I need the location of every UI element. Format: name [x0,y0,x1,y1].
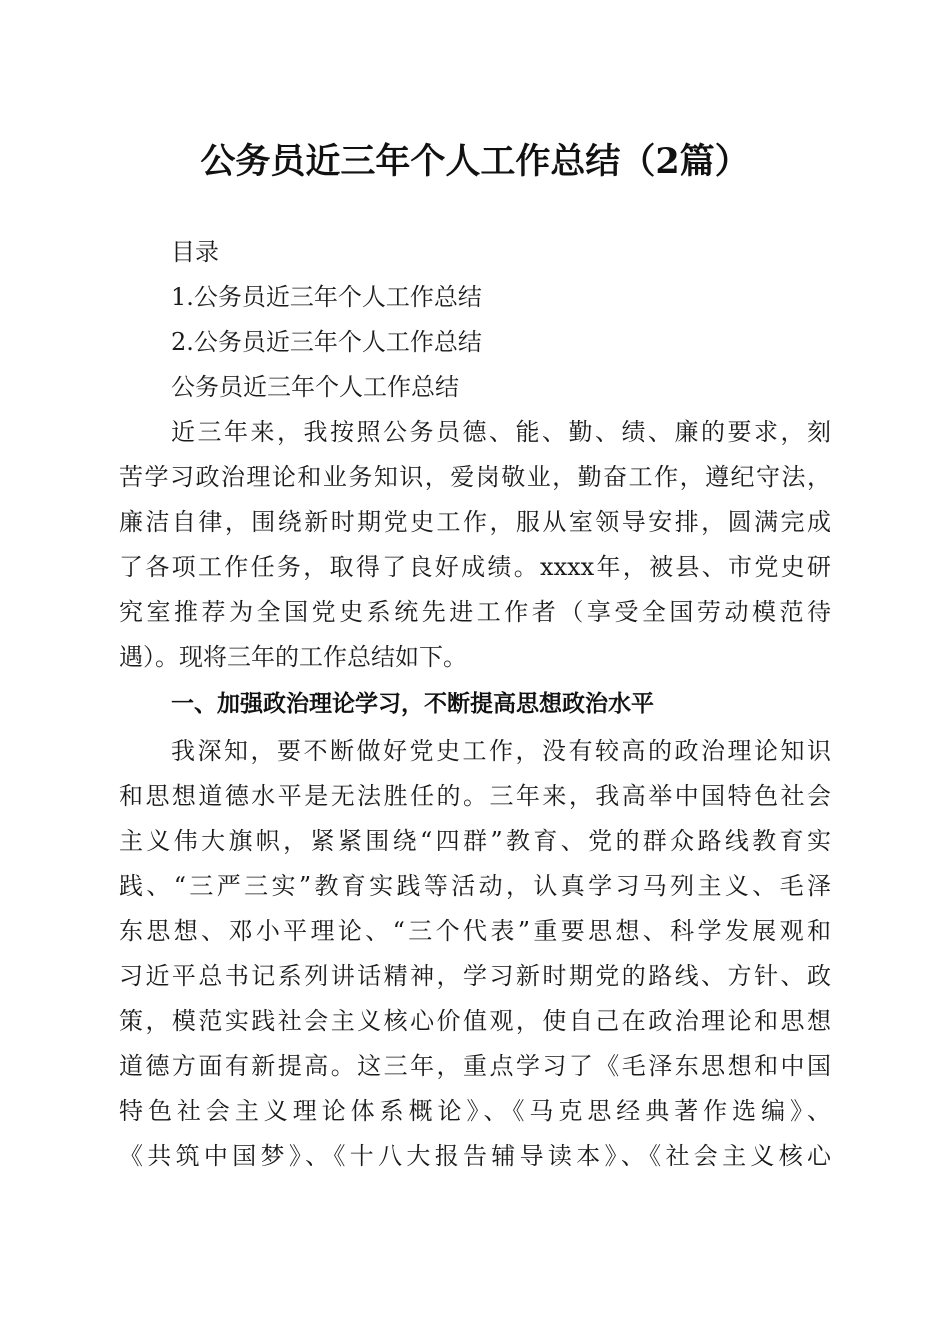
paragraph-line: 和思想道德水平是无法胜任的。三年来，我高举中国特色社会 [119,782,831,810]
paragraph-line: 策，模范实践社会主义核心价值观，使自己在政治理论和思想 [119,1007,831,1035]
paragraph-line: 究室推荐为全国党史系统先进工作者（享受全国劳动模范待 [119,598,831,626]
paragraph-line: 我深知，要不断做好党史工作，没有较高的政治理论知识 [171,737,831,765]
paragraph-line: 东思想、邓小平理论、“三个代表”重要思想、科学发展观和 [119,917,831,945]
paragraph-line: 了各项工作任务，取得了良好成绩。xxxx年，被县、市党史研 [119,553,831,581]
paragraph-line: 习近平总书记系列讲话精神，学习新时期党的路线、方针、政 [119,962,831,990]
toc-item-1[interactable]: 1.公务员近三年个人工作总结 [171,283,482,311]
toc-item-2[interactable]: 2.公务员近三年个人工作总结 [171,328,482,356]
toc-heading: 目录 [171,238,219,266]
document-body [119,230,831,1179]
paragraph-line: 廉洁自律，围绕新时期党史工作，服从室领导安排，圆满完成 [119,508,831,536]
paragraph-line: 践、“三严三实”教育实践等活动，认真学习马列主义、毛泽 [119,872,831,900]
section-heading: 一、加强政治理论学习，不断提高思想政治水平 [171,691,654,717]
section-paragraph [119,729,831,1179]
paragraph-line: 道德方面有新提高。这三年，重点学习了《毛泽东思想和中国 [119,1052,831,1080]
paragraph-line: 主义伟大旗帜，紧紧围绕“四群”教育、党的群众路线教育实 [119,827,831,855]
paragraph-line: 《共筑中国梦》、《十八大报告辅导读本》、《社会主义核心 [119,1142,831,1170]
intro-paragraph [119,410,831,680]
document-title: 公务员近三年个人工作总结（2篇） [200,141,750,182]
paragraph-line: 遇）。现将三年的工作总结如下。 [119,643,467,671]
paragraph-line: 苦学习政治理论和业务知识，爱岗敬业，勤奋工作，遵纪守法， [119,463,831,491]
article-title: 公务员近三年个人工作总结 [171,373,459,401]
paragraph-line: 特色社会主义理论体系概论》、《马克思经典著作选编》、 [119,1097,831,1125]
paragraph-line: 近三年来，我按照公务员德、能、勤、绩、廉的要求，刻 [171,418,831,446]
